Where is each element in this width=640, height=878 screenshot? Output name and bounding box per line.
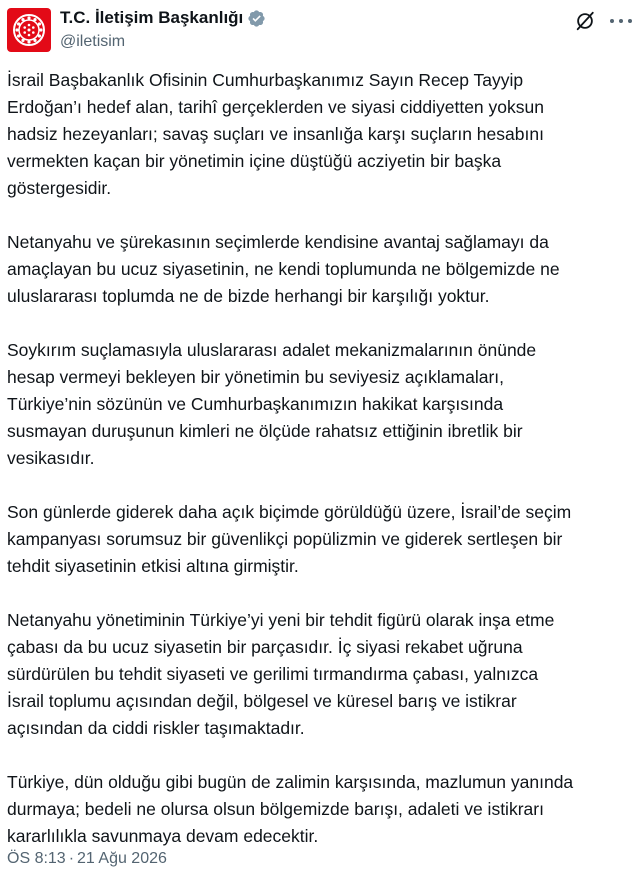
avatar[interactable] [7, 8, 51, 52]
tweet-line: İsrail toplumu açısından değil, bölgesel ve küresel barış ve istikrar [7, 691, 517, 711]
tweet-line: hesap vermeyi bekleyen bir yönetimin bu seviyesiz açıklamaları, [7, 367, 505, 387]
display-name[interactable]: T.C. İletişim Başkanlığı [60, 8, 244, 27]
tweet-header [0, 0, 640, 64]
tweet-line: tehdit siyasetinin etkisi altına girmiştir. [7, 556, 299, 576]
tweet-line: sürdürülen bu tehdit siyaseti ve gerilimi tırmandırma çabası, yalnızca [7, 664, 539, 684]
tweet-line: uluslararası toplumda ne de bizde herhangi bir karşılığı yoktur. [7, 286, 490, 306]
tweet-line: çabası da bu ucuz siyasetin bir parçasıdır. İç siyasi rekabet uğruna [7, 637, 523, 657]
tweet-timestamp[interactable] [7, 850, 167, 868]
tweet-line: amaçlayan bu ucuz siyasetinin, ne kendi toplumunda ne bölgemizde ne [7, 259, 560, 279]
tweet-line: Türkiye, dün olduğu gibi bugün de zalimin karşısında, mazlumun yanında [7, 772, 574, 792]
tweet-paragraph [7, 337, 633, 472]
tweet-line: Türkiye’nin sözünün ve Cumhurbaşkanımızın hakikat karşısında [7, 394, 504, 414]
tweet-line: susmayan duruşunun kimleri ne ölçüde rahatsız ettiğinin ibretlik bir [7, 421, 523, 441]
display-name-row [60, 6, 266, 30]
tweet-line: açısından da ciddi riskler taşımaktadır. [7, 718, 305, 738]
tweet-date: 21 Ağu 2026 [77, 850, 167, 867]
tweet-line: hadsiz hezeyanları; savaş suçları ve insanlığa karşı suçların hesabını [7, 124, 544, 144]
tweet-line: Erdoğan’ı hedef alan, tarihî gerçeklerden ve siyasi ciddiyetten yoksun [7, 97, 544, 117]
tweet-line: kararlılıkla savunmaya devam edecektir. [7, 826, 319, 846]
tweet-paragraph [7, 499, 633, 580]
tweet-line: Netanyahu ve şürekasının seçimlerde kendisine avantaj sağlamayı da [7, 232, 549, 252]
handle[interactable]: @iletisim [60, 33, 126, 50]
more-dot [610, 19, 614, 23]
more-icon[interactable] [610, 12, 632, 30]
more-dot [628, 19, 632, 23]
meta-separator: · [68, 850, 75, 867]
tweet-paragraph [7, 67, 633, 202]
seal-logo-icon [11, 12, 47, 48]
tweet-paragraph [7, 607, 633, 742]
tweet-paragraph [7, 229, 633, 310]
grok-icon[interactable] [574, 10, 596, 32]
tweet-line: Netanyahu yönetiminin Türkiye’yi yeni bir tehdit figürü olarak inşa etme [7, 610, 555, 630]
tweet-text [7, 67, 633, 850]
tweet-line: vermekten kaçan bir yönetimin içine düştüğü acziyetin bir başka [7, 151, 502, 171]
more-dot [619, 19, 623, 23]
tweet-paragraph [7, 769, 633, 850]
tweet-line: vesikasıdır. [7, 448, 95, 468]
tweet-line: göstergesidir. [7, 178, 112, 198]
tweet-line: kampanyası sorumsuz bir güvenlikçi popülizmin ve giderek sertleşen bir [7, 529, 563, 549]
tweet-line: İsrail Başbakanlık Ofisinin Cumhurbaşkanımız Sayın Recep Tayyip [7, 70, 524, 90]
tweet-line: Soykırım suçlamasıyla uluslararası adalet mekanizmalarının önünde [7, 340, 537, 360]
verified-badge-icon [247, 9, 266, 28]
tweet-line: Son günlerde giderek daha açık biçimde görüldüğü üzere, İsrail’de seçim [7, 502, 572, 522]
author-names [60, 6, 266, 51]
tweet-line: durmaya; bedeli ne olursa olsun bölgemizde barışı, adaleti ve istikrarı [7, 799, 544, 819]
tweet-time: ÖS 8:13 [7, 850, 66, 867]
